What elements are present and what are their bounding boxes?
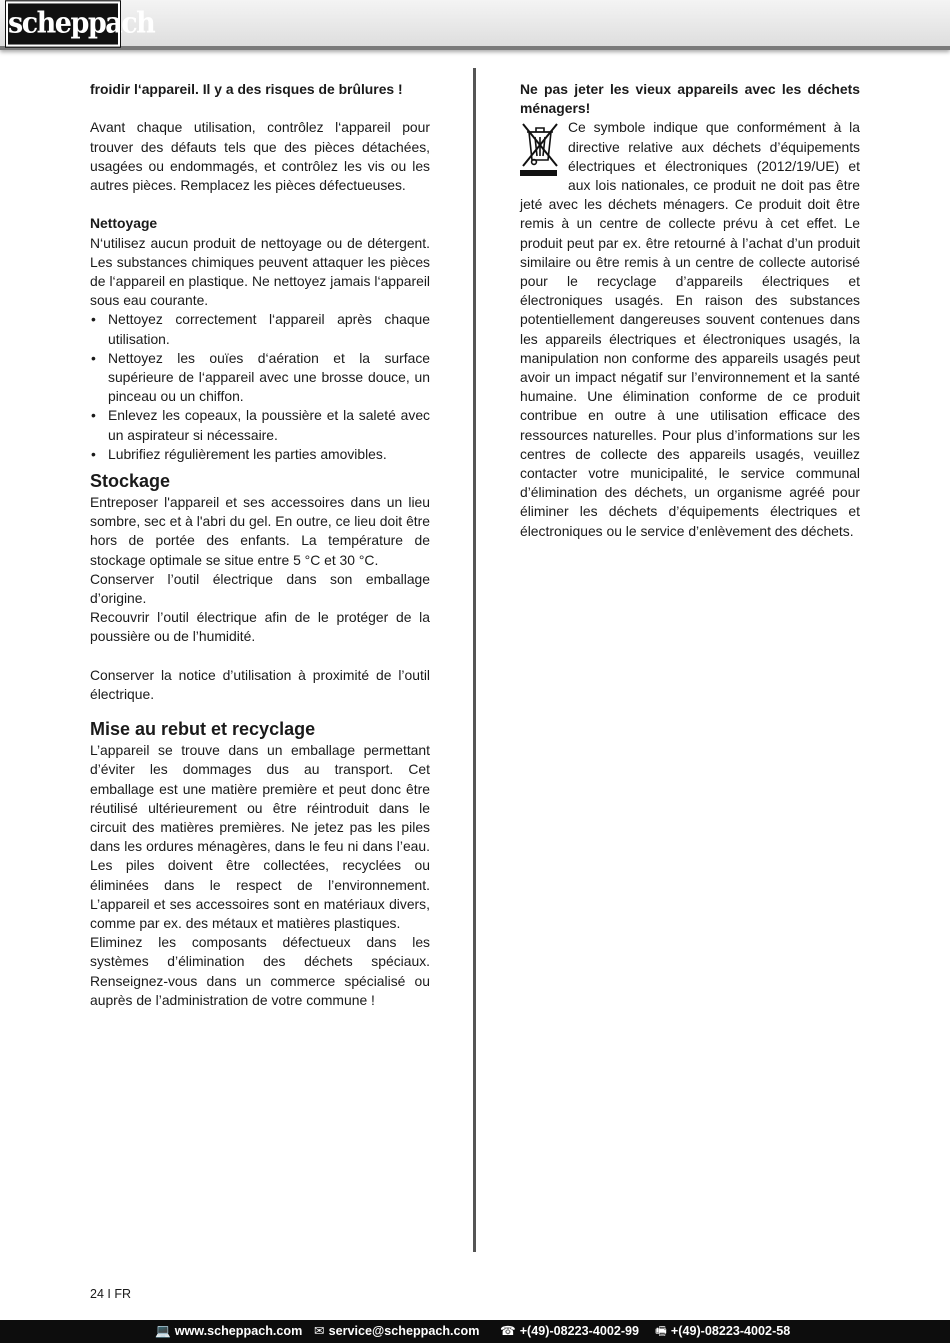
storage-paragraph-3: Recouvrir l’outil électrique afin de le protéger de la poussière ou de l’humidité. [90,609,430,645]
fax-text: +(49)-08223-4002-58 [670,1324,791,1338]
list-item: • Nettoyez correctement l‘appareil après chaque utilisation. [90,310,430,348]
footer-website[interactable] [155,1320,302,1343]
storage-paragraph-4: Conserver la notice d’utilisation à proximité de l’outil électrique. [90,666,430,703]
weee-title: Ne pas jeter les vieux appareils avec les déchets ménagers! [520,81,860,117]
phone-text: +(49)-08223-4002-99 [519,1324,640,1338]
website-text: www.scheppach.com [174,1324,303,1338]
fax-icon: 🖷 [655,1324,667,1338]
disposal-paragraph-2: Eliminez les composants défectueux dans les systèmes d’élimination des déchets spéciaux. Renseignez-vous dans un commerce spécialisé ou auprès de l’administration de votre commune ! [90,934,430,1008]
phone-icon: ☎ [500,1324,516,1338]
weee-paragraph: Ce symbole indique que conformément à la directive relative aux déchets d’équipements électriques et électroniques (2012/19/UE) et aux lois nationales, ce produit ne doit pas être jeté avec les déchets ménagers. Ce produit doit être remis à un centre de collecte prévu à cet effet. Le produit peut par ex. être retourné à l’achat d’un produit similaire ou être remis à un centre de collecte autorisé pour le recyclage d’appareils électriques et électroniques usagés. En raison des substances potentiellement dangereuses souvent contenues dans les appareils électriques et électroniques usagés, la manipulation non conforme des appareils usagés peut avoir un impact négatif sur l’environnement et la santé humaine. Une élimination conforme de ce produit contribue en outre à une utilisation efficace des ressources naturelles. Pour plus d’informations sur les centres de collecte des appareils usagés, veuillez contacter votre municipalité, le service communal d’élimination des déchets, un organisme agréé pour éliminer les déchets d’équipements électriques et électroniques ou le service d’enlèvement des déchets. [520,119,860,539]
page-footer [0,1320,950,1343]
list-item: • Nettoyez les ouïes d‘aération et la surface supérieure de l‘appareil avec une brosse douce, un pinceau ou un chiffon. [90,349,430,407]
column-divider [473,68,476,1252]
disposal-paragraph-1: L’appareil se trouve dans un emballage permettant d’éviter les dommages dus au transport. Cet emballage est une matière première et peut donc être réutilisé ultérieurement ou être réintroduit dans le circuit des matières premières. Ne jetez pas les piles dans les ordures ménagères, dans le feu ni dans l’eau. Les piles doivent être collectées, recyclées ou éliminées dans le respect de l’environnement. L’appareil et ses accessoires sont en matériaux divers, comme par ex. des métaux et matières plastiques. [90,742,430,932]
email-text: service@scheppach.com [328,1324,480,1338]
right-column [520,80,860,541]
left-column [90,80,430,1010]
storage-paragraph-2: Conserver l’outil électrique dans son emballage d’origine. [90,570,430,607]
cleaning-paragraph: N‘utilisez aucun produit de nettoyage ou de détergent. Les substances chimiques peuvent attaquer les pièces de l‘appareil en plastique. Ne nettoyez jamais l‘appareil sous eau courante. [90,234,430,309]
page-number: 24 I FR [90,1287,131,1301]
crossed-bin-icon [520,120,560,180]
footer-phone[interactable] [500,1320,639,1343]
check-paragraph: Avant chaque utilisation, contrôlez l‘appareil pour trouver des défauts tels que des pièces détachées, usagées ou endommagés, et contrôlez les vis ou les autres pièces. Remplacez les pièces défectueuses. [90,119,430,193]
mail-icon: ✉ [314,1324,325,1338]
storage-heading: Stockage [90,471,171,492]
footer-fax [655,1320,790,1343]
computer-icon: 💻 [155,1324,171,1338]
footer-email[interactable] [314,1320,479,1343]
disposal-heading: Mise au rebut et recyclage [90,719,316,740]
brand-logo: scheppach [6,1,120,46]
burn-warning: froidir l‘appareil. Il y a des risques de brûlures ! [90,81,403,97]
page-header [0,0,950,50]
list-item: • Lubrifiez régulièrement les parties amovibles. [90,445,430,464]
cleaning-title: Nettoyage [90,215,158,232]
list-item: • Enlevez les copeaux, la poussière et la saleté avec un aspirateur si nécessaire. [90,406,430,444]
storage-paragraph-1: Entreposer l'appareil et ses accessoires dans un lieu sombre, sec et à l'abri du gel. En outre, ce lieu doit être hors de portée des enfants. La température de stockage optimale se situe entre 5 °C et 30 °C. [90,494,430,568]
cleaning-list [90,310,430,464]
